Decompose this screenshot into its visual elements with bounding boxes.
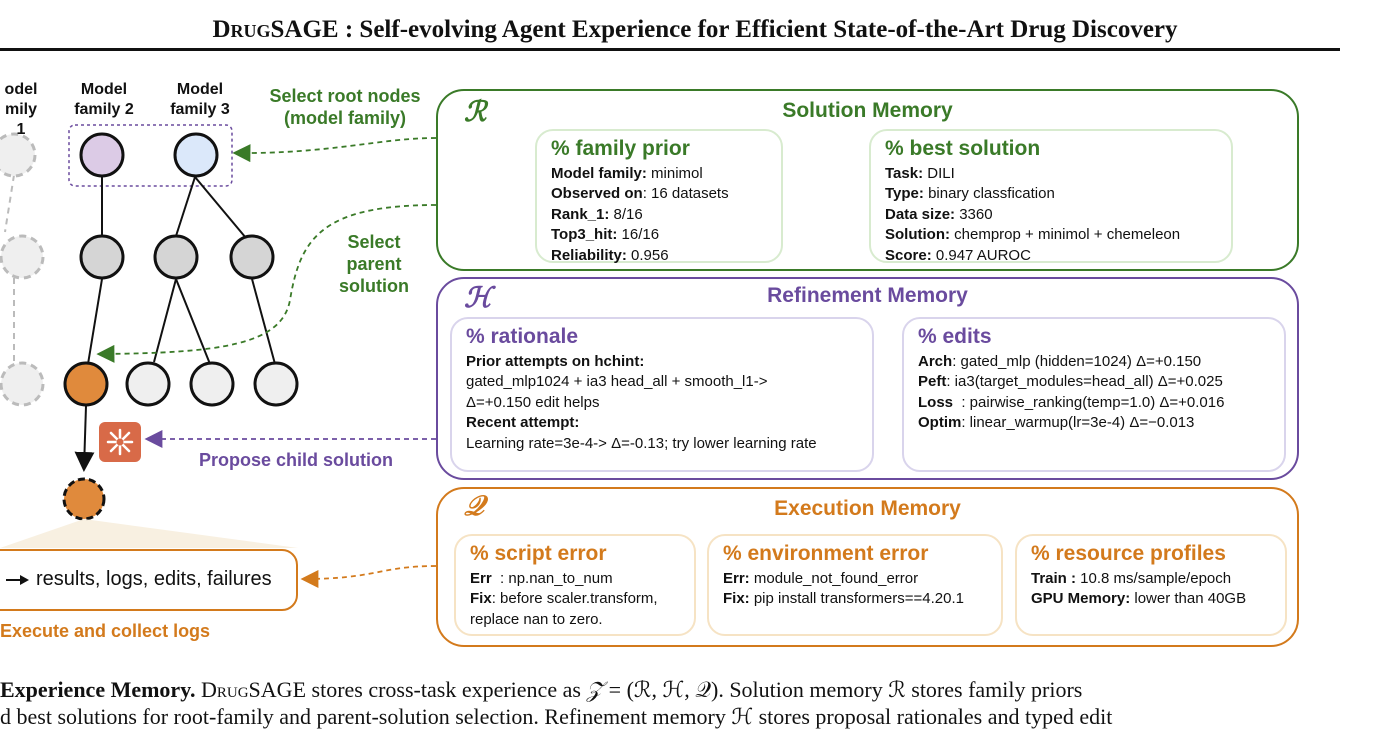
family-2-root-node xyxy=(81,134,123,176)
solution-node xyxy=(255,363,297,405)
script-error-card xyxy=(454,534,696,636)
solution-node xyxy=(81,236,123,278)
env-err-line: Err: module_not_found_error xyxy=(723,570,919,587)
family-3-root-node xyxy=(175,134,217,176)
tree-edge xyxy=(88,279,102,364)
solution-line: Solution: chemprop + minimol + chemeleon xyxy=(885,226,1181,244)
recent-attempt-heading: Recent attempt: xyxy=(466,414,580,432)
resource-profiles-title: % resource profiles xyxy=(1031,542,1226,565)
family-1-leaf-node xyxy=(1,363,43,405)
solution-memory-panel xyxy=(436,89,1299,271)
result-text: results, logs, edits, failures xyxy=(36,568,272,590)
environment-error-title: % environment error xyxy=(723,542,929,565)
prior-attempts-heading: Prior attempts on hchint: xyxy=(466,353,645,370)
figure-caption xyxy=(0,676,1390,730)
execute-annotation: Execute and collect logs xyxy=(0,621,211,641)
optim-edit-line: Optim: linear_warmup(lr=3e-4) Δ=−0.013 xyxy=(918,414,1195,432)
family-prior-title: % family prior xyxy=(551,137,690,160)
script-err-line: Err : np.nan_to_num xyxy=(470,570,613,587)
select-root-arrow xyxy=(236,138,436,153)
best-solution-title: % best solution xyxy=(885,137,1041,160)
family-2-label: Model family 2 xyxy=(74,81,134,118)
observed-line: Observed on: 16 datasets xyxy=(551,185,729,203)
edits-title: % edits xyxy=(918,325,992,348)
type-line: Type: binary classfication xyxy=(885,185,1055,203)
env-fix-line: Fix: pip install transformers==4.20.1 xyxy=(723,590,964,608)
solution-memory-symbol: ℛ xyxy=(464,97,487,128)
resource-profiles-card xyxy=(1015,534,1287,636)
family-1-label: odel mily 1 xyxy=(4,81,38,138)
execution-memory-title: Execution Memory xyxy=(774,497,961,520)
title-brand: DrugSAGE xyxy=(212,16,339,43)
family-prior-card xyxy=(535,129,783,263)
script-fix-line: Fix: before scaler.transform, xyxy=(470,590,658,608)
score-line: Score: 0.947 AUROC xyxy=(885,246,1031,264)
script-fix-line-2: replace nan to zero. xyxy=(470,610,603,628)
select-parent-annotation: Select parent solution xyxy=(339,232,409,296)
propose-child-annotation: Propose child solution xyxy=(198,450,393,470)
train-line: Train : 10.8 ms/sample/epoch xyxy=(1031,570,1232,587)
spotlight-fan xyxy=(0,519,298,548)
family-1-mid-node xyxy=(1,236,43,278)
tree-edge xyxy=(154,279,176,362)
recent-attempt-line: Learning rate=3e-4-> Δ=-0.13; try lower learning rate xyxy=(466,434,817,452)
solution-node xyxy=(155,236,197,278)
rank-line: Rank_1: 8/16 xyxy=(551,205,643,223)
family-1-root-node xyxy=(0,134,35,176)
refinement-memory-panel xyxy=(436,277,1299,480)
caption-line-1: Experience Memory. DrugSAGE stores cross-task experience as 𝒵 = (ℛ, ℋ, 𝒬). Solution memory ℛ stores family priors xyxy=(0,677,1083,702)
edits-card xyxy=(902,317,1286,472)
script-error-title: % script error xyxy=(470,542,607,565)
gpu-memory-line: GPU Memory: lower than 40GB xyxy=(1031,590,1247,608)
best-solution-card xyxy=(869,129,1233,263)
family-3-label: Model family 3 xyxy=(170,81,230,118)
model-family-line: Model family: minimol xyxy=(551,165,703,182)
solution-node xyxy=(127,363,169,405)
execution-memory-panel xyxy=(436,487,1299,647)
size-line: Data size: 3360 xyxy=(885,205,993,223)
rationale-title: % rationale xyxy=(466,325,579,348)
select-root-annotation: Select root nodes (model family) xyxy=(269,86,421,128)
solution-node xyxy=(191,363,233,405)
tree-edge xyxy=(84,406,86,468)
refinement-memory-symbol: ℋ xyxy=(464,283,492,314)
refinement-memory-title: Refinement Memory xyxy=(767,284,968,307)
peft-edit-line: Peft: ia3(target_modules=head_all) Δ=+0.025 xyxy=(918,373,1223,391)
task-line: Task: DILI xyxy=(885,165,955,182)
execute-arrow xyxy=(304,566,436,579)
rationale-card xyxy=(450,317,874,472)
prior-attempts-line: Δ=+0.150 edit helps xyxy=(466,393,600,411)
tree-edge xyxy=(252,279,275,364)
prior-attempts-line: gated_mlp1024 + ia3 head_all + smooth_l1-> xyxy=(466,373,768,391)
loss-edit-line: Loss : pairwise_ranking(temp=1.0) Δ=+0.016 xyxy=(918,393,1225,411)
top3-line: Top3_hit: 16/16 xyxy=(551,226,660,244)
environment-error-card xyxy=(707,534,1003,636)
family-1-edge xyxy=(5,175,14,232)
caption-line-2: d best solutions for root-family and parent-solution selection. Refinement memory ℋ stores proposal rationales and typed edit xyxy=(0,704,1113,729)
arch-edit-line: Arch: gated_mlp (hidden=1024) Δ=+0.150 xyxy=(918,353,1202,370)
execution-memory-symbol: 𝒬 xyxy=(464,491,485,522)
solution-node xyxy=(231,236,273,278)
reliability-line: Reliability: 0.956 xyxy=(551,246,669,264)
solution-memory-title: Solution Memory xyxy=(782,99,953,122)
title-rest: : Self-evolving Agent Experience for Efficient State-of-the-Art Drug Discovery xyxy=(338,16,1178,43)
child-solution-node xyxy=(64,479,104,519)
selected-parent-node xyxy=(65,363,107,405)
sparkle-icon xyxy=(99,422,141,462)
